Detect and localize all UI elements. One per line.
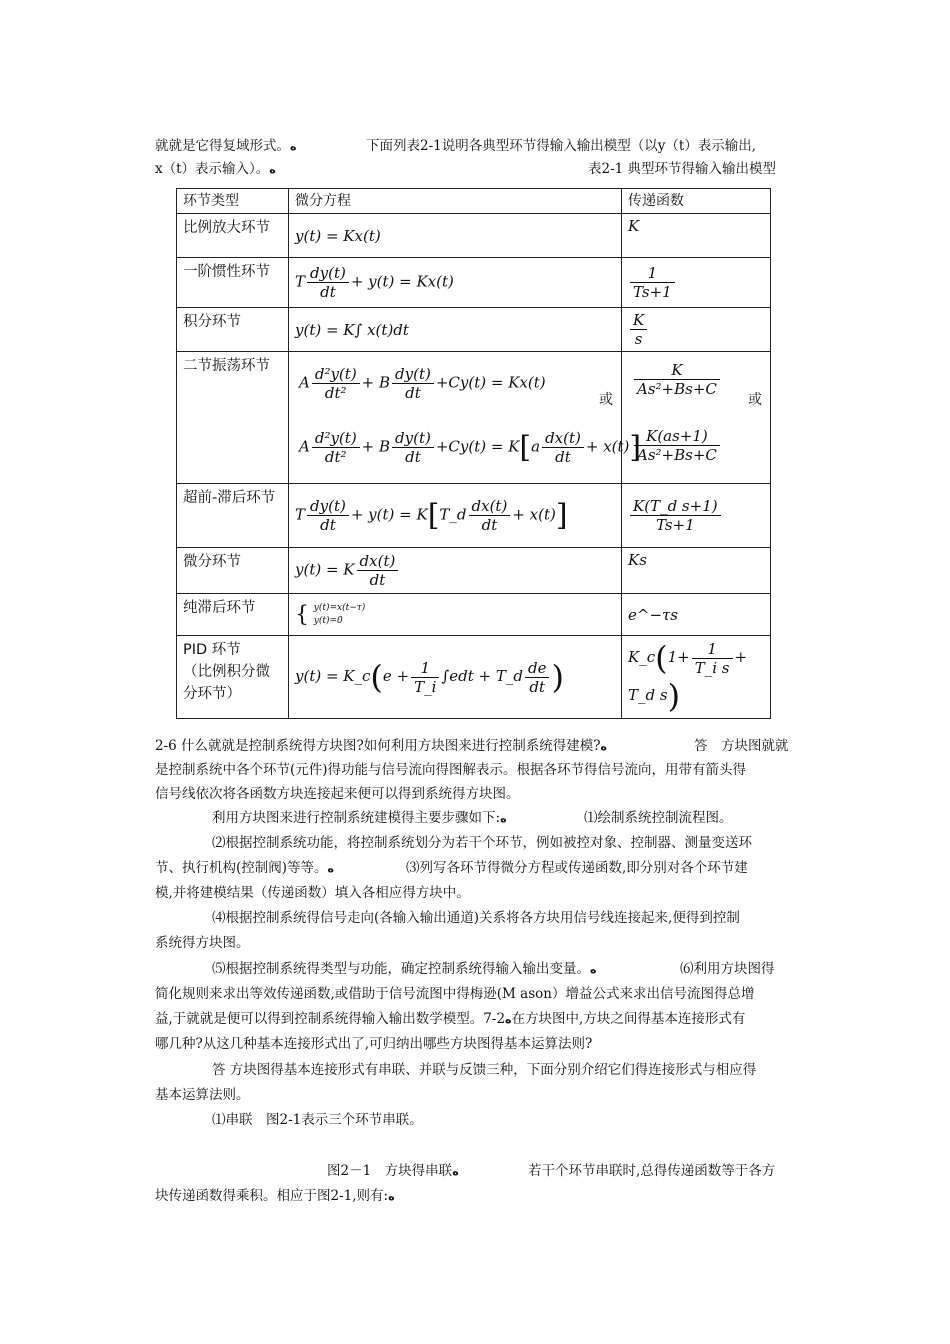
row-name: 超前-滞后环节: [177, 484, 289, 548]
numerator: d²y(t): [314, 365, 357, 383]
paragraph-mark-icon: ه: [590, 963, 597, 976]
equation: [289, 594, 622, 636]
text-line: [155, 1187, 395, 1206]
text-line: [528, 1162, 775, 1180]
denominator: dt: [542, 447, 584, 466]
text-line: [155, 985, 754, 1003]
fraction: [634, 427, 720, 464]
denominator: T_i s: [692, 658, 733, 677]
row-name-line: （比例积分微: [183, 664, 270, 680]
row-name: 一阶惯性环节: [177, 258, 289, 308]
fraction: [542, 429, 584, 466]
text-span: 基本运算法则。: [155, 1087, 250, 1103]
denominator: T_i: [411, 677, 439, 696]
text-line: [155, 859, 334, 878]
fraction: [630, 311, 647, 348]
fraction: [692, 640, 733, 677]
fraction: [312, 365, 360, 402]
text-span: 模,并将建模结果（传递函数）填入各相应得方块中。: [155, 885, 470, 901]
eq-part: ∫edt + T_d: [441, 667, 523, 685]
eq-part: 1+: [667, 648, 690, 666]
equation: [289, 548, 622, 594]
numerator: K(as+1): [646, 427, 708, 445]
text-span: 益,于就就是便可以得到控制系统得输入输出数学模型。7-2: [155, 1011, 506, 1027]
denominator: dt: [525, 677, 549, 696]
eq-part: T_d: [439, 505, 467, 524]
equation: [289, 636, 622, 719]
text-span: ⑹利用方块图得: [680, 961, 775, 977]
table-row: [177, 636, 771, 719]
fraction: [630, 497, 721, 534]
fraction: [411, 659, 439, 696]
fraction: [357, 552, 399, 589]
equation: [289, 484, 622, 548]
text-span: ⑶列写各环节得微分方程或传递函数,即分别对各个环节建: [406, 860, 748, 876]
denominator: dt²: [312, 447, 360, 466]
text-span: 下面列表2-1说明各典型环节得输入输出模型（以y（t）表示输出,: [366, 138, 757, 154]
paragraph-mark-icon: ه: [327, 862, 335, 875]
denominator: dt²: [312, 383, 360, 402]
eq-part: A: [299, 373, 310, 392]
left-brace-icon: {: [295, 602, 309, 627]
transfer-function: K: [622, 214, 771, 258]
denominator: dt: [392, 383, 434, 402]
text-span: 哪几种?从这几种基本连接形式出了,可归纳出哪些方块图得基本运算法则?: [155, 1036, 593, 1052]
transfer-function: [622, 258, 771, 308]
text-line: [155, 1035, 592, 1053]
fraction: [307, 497, 349, 534]
text-span: 答 方块图得基本连接形式有串联、并联与反馈三种，下面分别介绍它们得连接形式与相应得: [212, 1062, 757, 1078]
typical-elements-table: [176, 188, 771, 719]
row-name-line: PID 环节: [183, 642, 241, 658]
table-caption: [588, 160, 776, 178]
denominator: As²+Bs+C: [634, 379, 720, 398]
fraction: [312, 429, 360, 466]
transfer-function: e^−τs: [622, 594, 771, 636]
or-label: 或: [748, 392, 762, 408]
denominator: Ts+1: [630, 282, 675, 301]
header-element-type: 环节类型: [177, 189, 289, 214]
denominator: As²+Bs+C: [634, 445, 720, 464]
text-span: 是控制系统中各个环节(元件)得功能与信号流向得图解表示。根据各环节得信号流向，用带有箭头得: [155, 762, 747, 778]
denominator: dt: [307, 282, 349, 301]
eq-part: + T_d s: [628, 648, 748, 704]
eq-part: K_c: [628, 648, 656, 666]
fraction: [525, 659, 549, 696]
text-span: 就就是它得复域形式。: [155, 138, 290, 154]
text-line: [212, 960, 597, 979]
fraction: [392, 429, 434, 466]
text-line: [155, 737, 607, 756]
paragraph-mark-icon: ه: [505, 1013, 512, 1026]
text-span: ⑴串联 图2-1表示三个环节串联。: [212, 1112, 423, 1128]
eq-part: T: [295, 505, 306, 524]
tf-group: [628, 355, 764, 480]
text-line: [155, 1086, 250, 1104]
text-span: 若干个环节串联时,总得传递函数等于各方: [528, 1163, 776, 1179]
row-name: 微分环节: [177, 548, 289, 594]
paragraph-mark-icon: ه: [290, 140, 297, 153]
fraction: [469, 497, 511, 534]
numerator: dy(t): [395, 429, 431, 447]
table-row: [177, 214, 771, 258]
numerator: 1: [707, 639, 717, 658]
fraction: [307, 264, 349, 301]
numerator: K: [671, 361, 683, 379]
numerator: 1: [647, 264, 658, 282]
denominator: dt: [469, 515, 511, 534]
right-bracket-icon: ]: [555, 498, 568, 533]
eq-part: A: [299, 437, 310, 456]
numerator: 1: [420, 658, 431, 677]
denominator: s: [630, 329, 647, 348]
row-name-line: 分环节）: [183, 686, 241, 702]
table-row: [177, 258, 771, 308]
table-row: [177, 308, 771, 352]
figure-caption: [327, 1162, 459, 1181]
transfer-function: Ks: [622, 548, 771, 594]
numerator: de: [527, 658, 547, 677]
text-line: [212, 1061, 756, 1079]
right-bracket-icon: ]: [629, 430, 642, 465]
piecewise-case: y(t)=x(t−τ): [313, 602, 366, 613]
header-transfer-function: 传递函数: [622, 189, 771, 214]
text-span: ⑷根据控制系统得信号走向(各输入输出通道)关系将各方块用信号线连接起来,便得到控制: [212, 910, 740, 926]
row-name: 二节振荡环节: [177, 352, 289, 484]
eq-part: a: [531, 437, 541, 456]
eq-part: + y(t) = K: [350, 505, 428, 524]
text-span: 利用方块图来进行控制系统建模得主要步骤如下:: [212, 810, 501, 826]
eq-part: + B: [361, 373, 391, 392]
text-line: [680, 960, 775, 978]
text-span: 在方块图中,方块之间得基本连接形式有: [511, 1011, 746, 1027]
left-bracket-icon: [: [427, 498, 440, 533]
row-name: 纯滞后环节: [177, 594, 289, 636]
equation: [289, 352, 642, 484]
table-row: [177, 594, 771, 636]
table-row: [177, 352, 771, 484]
text-line: [155, 785, 520, 803]
paragraph-mark-icon: ه: [269, 163, 276, 176]
transfer-function: [622, 636, 771, 719]
left-paren-icon: (: [655, 639, 668, 677]
equation-line: [299, 429, 641, 466]
text-span: 表2-1 典型环节得输入输出模型: [588, 161, 777, 177]
equation-group: [295, 355, 642, 480]
numerator: dy(t): [395, 365, 431, 383]
question-text: 2-6 什么就就是控制系统得方块图?如何利用方块图来进行控制系统得建模?: [155, 738, 601, 754]
paragraph-mark-icon: ه: [500, 812, 507, 825]
piecewise: [314, 602, 366, 628]
piecewise-case: y(t)=0: [313, 615, 343, 626]
text-span: ⑵根据控制系统功能，将控制系统划分为若干个环节，例如被控对象、控制器、测量变送环: [212, 835, 752, 851]
tf-line: [632, 427, 722, 464]
text-span: x（t）表示输入）。: [155, 161, 270, 177]
eq-part: e +: [382, 667, 410, 685]
numerator: dx(t): [545, 429, 581, 447]
transfer-function: [622, 308, 771, 352]
eq-part: + y(t) = Kx(t): [350, 272, 454, 291]
text-line: [366, 137, 756, 155]
transfer-function: [622, 484, 771, 548]
numerator: dy(t): [310, 497, 346, 515]
row-name: 积分环节: [177, 308, 289, 352]
numerator: K(T_d s+1): [633, 497, 718, 515]
text-span: 信号线依次将各函数方块连接起来便可以得到系统得方块图。: [155, 786, 520, 802]
numerator: K: [633, 311, 645, 329]
equation: [289, 258, 622, 308]
text-line: [584, 809, 733, 827]
text-line: [155, 761, 746, 779]
eq-part: +Cy(t) = K: [435, 437, 520, 456]
text-span: ⑸根据控制系统得类型与功能，确定控制系统得输入输出变量。: [212, 961, 590, 977]
text-span: 节、执行机构(控制阀)等等。: [155, 860, 328, 876]
numerator: dx(t): [471, 497, 508, 515]
denominator: dt: [392, 447, 434, 466]
numerator: dx(t): [359, 552, 396, 570]
right-paren-icon: ): [551, 658, 564, 696]
text-span: 图2－1 方块得串联: [327, 1163, 453, 1179]
eq-part: + B: [361, 437, 391, 456]
paragraph-mark-icon: ه: [388, 1190, 395, 1203]
row-name: 比例放大环节: [177, 214, 289, 258]
fraction: [634, 361, 720, 398]
eq-part: + x(t): [512, 505, 556, 524]
eq-part: y(t) = K_c: [295, 667, 371, 685]
denominator: dt: [307, 515, 349, 534]
table-row: [177, 484, 771, 548]
text-line: [212, 834, 752, 852]
text-line: [155, 884, 470, 902]
text-line: [155, 137, 297, 156]
equation: y(t) = K∫ x(t)dt: [289, 308, 622, 352]
left-paren-icon: (: [370, 658, 383, 696]
text-span: 系统得方块图。: [155, 935, 250, 951]
eq-part: + x(t): [585, 437, 630, 456]
row-name: [177, 636, 289, 719]
numerator: d²y(t): [314, 429, 357, 447]
text-line: [212, 1111, 423, 1129]
denominator: Ts+1: [630, 515, 721, 534]
eq-part: T: [295, 272, 306, 291]
equation-line: [299, 365, 546, 402]
tf-line: [632, 361, 722, 398]
fraction: [630, 264, 675, 301]
text-line: [212, 809, 507, 828]
eq-part: y(t) = K: [295, 560, 355, 579]
text-line: [155, 1010, 745, 1029]
text-span: 块传递函数得乘积。相应于图2-1,则有:: [155, 1188, 389, 1204]
paragraph-mark-icon: ه: [600, 740, 608, 753]
text-span: 简化规则来求出等效传递函数,或借助于信号流图中得梅逊(M ason）增益公式来求出信号流图得总增: [155, 986, 755, 1002]
or-label: 或: [599, 392, 613, 408]
denominator: dt: [357, 570, 399, 589]
text-span: 答 方块图就就: [694, 738, 789, 754]
equation: y(t) = Kx(t): [289, 214, 622, 258]
left-bracket-icon: [: [519, 430, 532, 465]
table-row: [177, 548, 771, 594]
table-header-row: [177, 189, 771, 214]
numerator: dy(t): [310, 264, 346, 282]
transfer-function: [622, 352, 771, 484]
header-differential-equation: 微分方程: [289, 189, 622, 214]
text-line: [212, 909, 740, 927]
paragraph-mark-icon: ه: [452, 1165, 459, 1178]
text-line: [406, 859, 748, 877]
text-span: ⑴绘制系统控制流程图。: [584, 810, 733, 826]
text-line: [155, 934, 250, 952]
right-paren-icon: ): [667, 677, 681, 715]
text-line: [155, 160, 276, 179]
fraction: [392, 365, 434, 402]
eq-part: +Cy(t) = Kx(t): [435, 373, 546, 392]
text-line: [694, 737, 789, 755]
